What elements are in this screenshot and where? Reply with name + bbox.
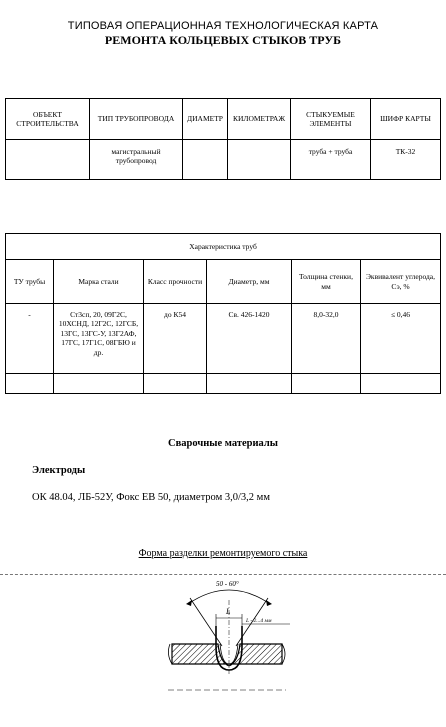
info-table-row	[6, 140, 441, 180]
welding-materials-heading: Сварочные материалы	[168, 438, 278, 449]
angle-label: 50 - 60°	[216, 580, 239, 588]
header-card-code: ШИФР КАРТЫ	[371, 99, 441, 140]
l-range-label: L - 2...4 мм	[246, 618, 272, 624]
empty-cell	[54, 374, 144, 394]
empty-cell	[144, 374, 207, 394]
empty-cell	[207, 374, 292, 394]
cell-diameter	[183, 140, 228, 180]
arrowhead-icon	[266, 600, 272, 606]
cell-strength-class: до К54	[144, 304, 207, 374]
pipe-table-title-row	[6, 234, 441, 260]
l-label: L	[226, 607, 231, 616]
document-title-line2: РЕМОНТА КОЛЬЦЕВЫХ СТЫКОВ ТРУБ	[104, 33, 342, 47]
header-strength-class: Класс прочности	[144, 260, 207, 304]
joint-diagram	[150, 578, 300, 718]
header-pipeline-type: ТИП ТРУБОПРОВОДА	[90, 99, 183, 140]
header-carbon-equivalent: Эквивалент углерода, Сэ, %	[361, 260, 441, 304]
header-steel-grade: Марка стали	[54, 260, 144, 304]
pipe-table-row	[6, 304, 441, 374]
pipe-table-empty-row	[6, 374, 441, 394]
info-table	[5, 98, 441, 180]
header-pipe-diameter: Диаметр, мм	[207, 260, 292, 304]
pipe-wall-section	[172, 644, 282, 666]
header-joined-elements: СТЫКУЕМЫЕ ЭЛЕМЕНТЫ	[291, 99, 371, 140]
header-diameter: ДИАМЕТР	[183, 99, 228, 140]
cell-kilometrage	[228, 140, 291, 180]
header-wall-thickness: Толщина стенки, мм	[292, 260, 361, 304]
joint-form-title: Форма разделки ремонтируемого стыка	[138, 548, 308, 559]
empty-cell	[6, 374, 54, 394]
arrowhead-icon	[186, 600, 192, 606]
header-tu: ТУ трубы	[6, 260, 54, 304]
header-kilometrage: КИЛОМЕТРАЖ	[228, 99, 291, 140]
header-object: ОБЪЕКТ СТРОИТЕЛЬСТВА	[6, 99, 90, 140]
document-title-line1: ТИПОВАЯ ОПЕРАЦИОННАЯ ТЕХНОЛОГИЧЕСКАЯ КАРТА	[67, 20, 379, 32]
empty-cell	[292, 374, 361, 394]
cell-object	[6, 140, 90, 180]
cell-tu: -	[6, 304, 54, 374]
cell-card-code: ТК-32	[371, 140, 441, 180]
cell-carbon-equivalent: ≤ 0,46	[361, 304, 441, 374]
cell-wall-thickness: 8,0-32,0	[292, 304, 361, 374]
pipe-characteristics-table	[5, 233, 441, 394]
electrodes-text: ОК 48.04, ЛБ-52У, Фокс ЕВ 50, диаметром 3,0/3,2 мм	[32, 492, 270, 503]
electrodes-label: Электроды	[32, 465, 86, 476]
info-table-header-row	[6, 99, 441, 140]
cell-pipe-diameter: Св. 426-1420	[207, 304, 292, 374]
cell-joined-elements: труба + труба	[291, 140, 371, 180]
cell-pipeline-type: магистральный трубопровод	[90, 140, 183, 180]
page-divider	[0, 574, 446, 575]
left-extension-line	[190, 598, 222, 646]
cell-steel-grade: Ст3сп, 20, 09Г2С, 10ХСНД, 12Г2С, 12ГСБ, 13ГС, 13ГС-У, 13Г2АФ, 17ГС, 17Г1С, 08ГБЮ и др.	[54, 304, 144, 374]
pipe-table-title: Характеристика труб	[6, 234, 441, 260]
empty-cell	[361, 374, 441, 394]
pipe-table-header-row	[6, 260, 441, 304]
